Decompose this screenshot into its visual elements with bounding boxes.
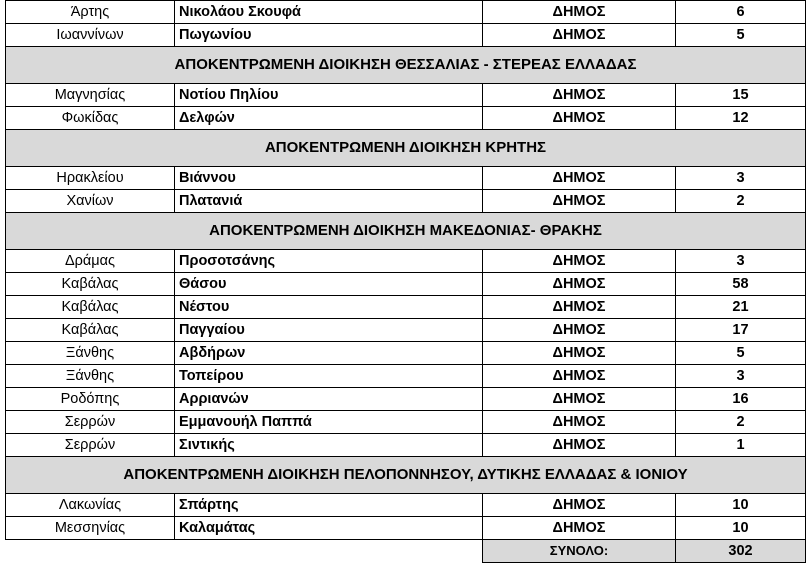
type-cell: ΔΗΜΟΣ bbox=[483, 494, 676, 517]
table-body bbox=[6, 1, 806, 563]
municipality-cell: Νικολάου Σκουφά bbox=[175, 1, 483, 24]
municipality-cell: Καλαμάτας bbox=[175, 517, 483, 540]
region-title: ΑΠΟΚΕΝΤΡΩΜΕΝΗ ΔΙΟΙΚΗΣΗ ΚΡΗΤΗΣ bbox=[6, 130, 806, 167]
count-cell: 10 bbox=[676, 517, 806, 540]
type-cell: ΔΗΜΟΣ bbox=[483, 250, 676, 273]
count-cell: 16 bbox=[676, 388, 806, 411]
count-cell: 2 bbox=[676, 411, 806, 434]
count-cell: 17 bbox=[676, 319, 806, 342]
count-cell: 3 bbox=[676, 250, 806, 273]
table-row bbox=[6, 517, 806, 540]
municipality-cell: Πωγωνίου bbox=[175, 24, 483, 47]
total-value: 302 bbox=[676, 540, 806, 563]
prefecture-cell: Ξάνθης bbox=[6, 342, 175, 365]
region-title: ΑΠΟΚΕΝΤΡΩΜΕΝΗ ΔΙΟΙΚΗΣΗ ΜΑΚΕΔΟΝΙΑΣ- ΘΡΑΚΗΣ bbox=[6, 213, 806, 250]
prefecture-cell: Φωκίδας bbox=[6, 107, 175, 130]
municipality-cell: Δελφών bbox=[175, 107, 483, 130]
prefecture-cell: Δράμας bbox=[6, 250, 175, 273]
prefecture-cell: Καβάλας bbox=[6, 296, 175, 319]
municipality-cell: Θάσου bbox=[175, 273, 483, 296]
prefecture-cell: Σερρών bbox=[6, 411, 175, 434]
count-cell: 6 bbox=[676, 1, 806, 24]
prefecture-cell: Άρτης bbox=[6, 1, 175, 24]
total-spacer bbox=[6, 540, 483, 563]
table-row bbox=[6, 107, 806, 130]
count-cell: 5 bbox=[676, 342, 806, 365]
table-row bbox=[6, 84, 806, 107]
type-cell: ΔΗΜΟΣ bbox=[483, 24, 676, 47]
count-cell: 12 bbox=[676, 107, 806, 130]
table-row bbox=[6, 273, 806, 296]
type-cell: ΔΗΜΟΣ bbox=[483, 365, 676, 388]
type-cell: ΔΗΜΟΣ bbox=[483, 167, 676, 190]
document-page bbox=[5, 0, 806, 563]
type-cell: ΔΗΜΟΣ bbox=[483, 388, 676, 411]
prefecture-cell: Ηρακλείου bbox=[6, 167, 175, 190]
type-cell: ΔΗΜΟΣ bbox=[483, 1, 676, 24]
count-cell: 5 bbox=[676, 24, 806, 47]
table-row bbox=[6, 1, 806, 24]
total-row bbox=[6, 540, 806, 563]
prefecture-cell: Σερρών bbox=[6, 434, 175, 457]
table-row bbox=[6, 365, 806, 388]
prefecture-cell: Μαγνησίας bbox=[6, 84, 175, 107]
count-cell: 3 bbox=[676, 365, 806, 388]
table-row bbox=[6, 24, 806, 47]
type-cell: ΔΗΜΟΣ bbox=[483, 84, 676, 107]
table-row bbox=[6, 494, 806, 517]
count-cell: 3 bbox=[676, 167, 806, 190]
prefecture-cell: Ιωαννίνων bbox=[6, 24, 175, 47]
municipality-cell: Προσοτσάνης bbox=[175, 250, 483, 273]
count-cell: 21 bbox=[676, 296, 806, 319]
count-cell: 10 bbox=[676, 494, 806, 517]
table-row bbox=[6, 250, 806, 273]
municipality-cell: Σιντικής bbox=[175, 434, 483, 457]
type-cell: ΔΗΜΟΣ bbox=[483, 517, 676, 540]
type-cell: ΔΗΜΟΣ bbox=[483, 190, 676, 213]
table-row bbox=[6, 434, 806, 457]
region-header-row bbox=[6, 130, 806, 167]
type-cell: ΔΗΜΟΣ bbox=[483, 434, 676, 457]
municipality-cell: Τοπείρου bbox=[175, 365, 483, 388]
type-cell: ΔΗΜΟΣ bbox=[483, 273, 676, 296]
table-row bbox=[6, 296, 806, 319]
table-row bbox=[6, 411, 806, 434]
prefecture-cell: Μεσσηνίας bbox=[6, 517, 175, 540]
table-row bbox=[6, 319, 806, 342]
table-row bbox=[6, 190, 806, 213]
count-cell: 15 bbox=[676, 84, 806, 107]
municipalities-table bbox=[5, 0, 806, 563]
municipality-cell: Σπάρτης bbox=[175, 494, 483, 517]
table-row bbox=[6, 388, 806, 411]
total-label: ΣΥΝΟΛΟ: bbox=[483, 540, 676, 563]
municipality-cell: Νοτίου Πηλίου bbox=[175, 84, 483, 107]
prefecture-cell: Χανίων bbox=[6, 190, 175, 213]
municipality-cell: Βιάννου bbox=[175, 167, 483, 190]
region-title: ΑΠΟΚΕΝΤΡΩΜΕΝΗ ΔΙΟΙΚΗΣΗ ΠΕΛΟΠΟΝΝΗΣΟΥ, ΔΥΤΙΚΗΣ ΕΛΛΑΔΑΣ & ΙΟΝΙΟΥ bbox=[6, 457, 806, 494]
municipality-cell: Παγγαίου bbox=[175, 319, 483, 342]
region-header-row bbox=[6, 213, 806, 250]
prefecture-cell: Καβάλας bbox=[6, 273, 175, 296]
prefecture-cell: Καβάλας bbox=[6, 319, 175, 342]
municipality-cell: Πλατανιά bbox=[175, 190, 483, 213]
municipality-cell: Αβδήρων bbox=[175, 342, 483, 365]
region-title: ΑΠΟΚΕΝΤΡΩΜΕΝΗ ΔΙΟΙΚΗΣΗ ΘΕΣΣΑΛΙΑΣ - ΣΤΕΡΕΑΣ ΕΛΛΑΔΑΣ bbox=[6, 47, 806, 84]
municipality-cell: Νέστου bbox=[175, 296, 483, 319]
type-cell: ΔΗΜΟΣ bbox=[483, 342, 676, 365]
prefecture-cell: Ροδόπης bbox=[6, 388, 175, 411]
type-cell: ΔΗΜΟΣ bbox=[483, 107, 676, 130]
region-header-row bbox=[6, 47, 806, 84]
count-cell: 58 bbox=[676, 273, 806, 296]
prefecture-cell: Ξάνθης bbox=[6, 365, 175, 388]
type-cell: ΔΗΜΟΣ bbox=[483, 319, 676, 342]
municipality-cell: Αρριανών bbox=[175, 388, 483, 411]
region-header-row bbox=[6, 457, 806, 494]
table-row bbox=[6, 342, 806, 365]
type-cell: ΔΗΜΟΣ bbox=[483, 296, 676, 319]
prefecture-cell: Λακωνίας bbox=[6, 494, 175, 517]
count-cell: 1 bbox=[676, 434, 806, 457]
table-row bbox=[6, 167, 806, 190]
type-cell: ΔΗΜΟΣ bbox=[483, 411, 676, 434]
count-cell: 2 bbox=[676, 190, 806, 213]
municipality-cell: Εμμανουήλ Παππά bbox=[175, 411, 483, 434]
